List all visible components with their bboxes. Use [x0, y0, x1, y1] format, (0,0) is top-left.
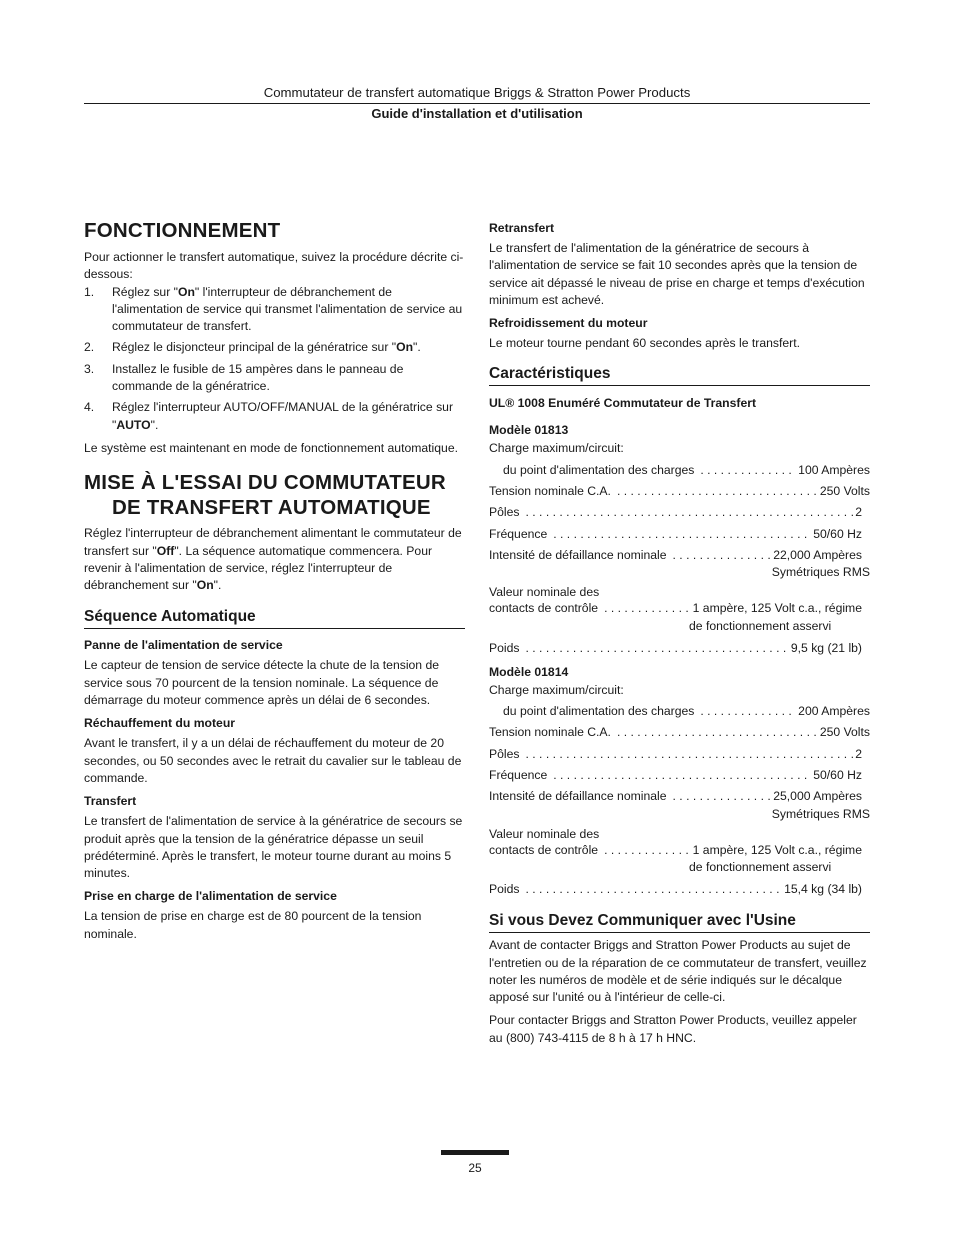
spec-label: du point d'alimentation des charges — [503, 704, 695, 719]
essai-text-middle: ". La séquence automatique commencera. Pour revenir à l'alimentation de service, réglez l'interrupteur de débranchement sur " — [84, 543, 433, 593]
step-item — [84, 284, 465, 336]
step-text-after: ". — [413, 340, 421, 355]
sequence-item-text: Le transfert de l'alimentation de service à la génératrice de secours se produit après que la tension de la génératrice dépasse un seuil prédéterminé. Après le transfert, le moteur tourne durant au moins 5 minutes. — [84, 814, 463, 881]
leader-dots — [526, 881, 783, 898]
spec-row-frequence — [489, 526, 870, 543]
spec-continuation: de fonctionnement asservi — [689, 618, 832, 633]
step-item — [84, 361, 465, 396]
sequence-item-title: Panne de l'alimentation de service — [84, 638, 283, 653]
step-number: 4. — [84, 400, 95, 415]
essai-text-after: ". — [213, 578, 222, 593]
spec-label: contacts de contrôle — [489, 601, 599, 616]
spec-label: Intensité de défaillance nominale — [489, 789, 667, 804]
valeur-label: Valeur nominale des — [489, 826, 600, 841]
step-number: 3. — [84, 361, 95, 376]
leader-dots — [526, 746, 854, 763]
spec-row-intensite — [489, 547, 870, 564]
spec-value: 2 — [855, 505, 862, 520]
step-text-bold: AUTO — [116, 417, 151, 432]
fonctionnement-intro: Pour actionner le transfert automatique, suivez la procédure décrite ci-dessous: — [84, 250, 464, 282]
ul-listing: UL® 1008 Enuméré Commutateur de Transfert — [489, 396, 757, 411]
spec-value: 200 Ampères — [798, 704, 870, 719]
sequence-item-text: Avant le transfert, il y a un délai de réchauffement du moteur de 20 secondes, ou 50 secondes avec le retrait du cavalier sur le tableau de commande. — [84, 736, 462, 785]
spec-label: Tension nominale C.A. — [489, 725, 611, 740]
spec-value: 9,5 kg (21 lb) — [790, 640, 862, 655]
spec-row-poids — [489, 881, 870, 898]
section-heading-fonctionnement: FONCTIONNEMENT — [84, 219, 281, 242]
spec-continuation: Symétriques RMS — [771, 565, 870, 580]
leader-dots — [553, 767, 811, 784]
charge-label: Charge maximum/circuit: — [489, 441, 624, 456]
essai-bold-on: On — [196, 578, 214, 593]
sequence-item-title: Prise en charge de l'alimentation de service — [84, 889, 337, 904]
spec-value: 50/60 Hz — [813, 768, 862, 783]
spec-value: 250 Volts — [819, 484, 870, 499]
model-name: Modèle 01814 — [489, 664, 569, 679]
leader-dots — [553, 526, 811, 543]
leader-dots — [617, 483, 818, 500]
spec-label: du point d'alimentation des charges — [503, 462, 695, 477]
leader-dots — [526, 640, 789, 657]
spec-value: 100 Ampères — [798, 462, 870, 477]
spec-value: 2 — [855, 746, 862, 761]
spec-row-poles — [489, 746, 870, 763]
footer-bar — [441, 1150, 509, 1155]
leader-dots — [526, 504, 854, 521]
subsection-heading-contact: Si vous Devez Communiquer avec l'Usine — [489, 911, 870, 933]
sequence-item-title: Réchauffement du moteur — [84, 716, 236, 731]
leader-dots — [673, 547, 772, 564]
page-header — [84, 84, 870, 122]
spec-label: Tension nominale C.A. — [489, 484, 611, 499]
essai-paragraph — [84, 525, 465, 594]
spec-value: 25,000 Ampères — [773, 789, 862, 804]
leader-dots — [700, 462, 796, 479]
spec-label: Poids — [489, 640, 520, 655]
spec-row-valeur — [489, 842, 870, 859]
spec-value: 250 Volts — [819, 725, 870, 740]
step-item — [84, 399, 465, 434]
essai-text-before: Réglez l'interrupteur de débranchement alimentant le commutateur de transfert sur " — [84, 526, 462, 558]
header-title: Commutateur de transfert automatique Briggs & Stratton Power Products — [263, 85, 691, 100]
subsection-heading-sequence: Séquence Automatique — [84, 607, 465, 629]
refroidissement-title: Refroidissement du moteur — [489, 316, 648, 331]
valeur-label: Valeur nominale des — [489, 585, 600, 600]
step-number: 2. — [84, 340, 95, 355]
spec-value: 1 ampère, 125 Volt c.a., régime — [692, 601, 862, 616]
spec-label: Pôles — [489, 505, 520, 520]
leader-dots — [617, 724, 818, 741]
spec-row-poids — [489, 640, 870, 657]
subsection-heading-caracteristiques: Caractéristiques — [489, 364, 870, 386]
page-footer — [441, 1150, 509, 1175]
fonctionnement-steps — [84, 284, 465, 434]
step-text-before: Réglez le disjoncteur principal de la génératrice sur " — [112, 340, 397, 355]
spec-row-charge — [489, 462, 870, 479]
contact-paragraph-2: Pour contacter Briggs and Stratton Power Products, veuillez appeler au (800) 743-4115 de 8 h à 17 h HNC. — [489, 1013, 857, 1045]
refroidissement-text: Le moteur tourne pendant 60 secondes après le transfert. — [489, 336, 800, 351]
spec-value: 22,000 Ampères — [773, 547, 862, 562]
spec-label: Fréquence — [489, 768, 548, 783]
spec-row-intensite — [489, 788, 870, 805]
step-item — [84, 339, 465, 356]
sequence-item-text: Le capteur de tension de service détecte la chute de la tension de service sous 70 pourcent de la tension nominale. La séquence de démarrage du moteur commence après un délai de 6 secondes. — [84, 658, 440, 708]
spec-value: 15,4 kg (34 lb) — [784, 881, 862, 896]
leader-dots — [604, 600, 691, 617]
spec-label: Pôles — [489, 746, 520, 761]
leader-dots — [604, 842, 691, 859]
spec-block-model-01814 — [489, 664, 870, 898]
spec-row-frequence — [489, 767, 870, 784]
model-name: Modèle 01813 — [489, 423, 569, 438]
sequence-item-text: La tension de prise en charge est de 80 pourcent de la tension nominale. — [84, 909, 422, 941]
sequence-item-title: Transfert — [84, 794, 137, 809]
essai-bold-off: Off — [156, 543, 175, 558]
leader-dots — [700, 703, 796, 720]
leader-dots — [673, 788, 772, 805]
left-column — [84, 218, 465, 943]
header-rule — [84, 103, 870, 104]
spec-label: contacts de contrôle — [489, 842, 599, 857]
step-text-before: Réglez l'interrupteur AUTO/OFF/MANUAL de la génératrice sur " — [112, 400, 453, 432]
contact-paragraph-1: Avant de contacter Briggs and Stratton Power Products au sujet de l'entretien ou de la réparation de ce commutateur de transfert, veuillez noter les numéros de modèle et de série indiqués sur le décalque apposé sur l'unité ou à l'intérieur de celle-ci. — [489, 938, 867, 1005]
spec-block-model-01813 — [489, 422, 870, 656]
retransfert-text: Le transfert de l'alimentation de la génératrice de secours à l'alimentation de service se fait 10 secondes après que la tension de service ait dépassé le niveau de prise en charge et temps d'exécution minimum est achevé. — [489, 241, 865, 307]
fonctionnement-conclusion: Le système est maintenant en mode de fonctionnement automatique. — [84, 440, 458, 455]
spec-row-tension — [489, 483, 870, 500]
spec-row-tension — [489, 724, 870, 741]
spec-row-charge — [489, 703, 870, 720]
retransfert-title: Retransfert — [489, 221, 555, 235]
step-number: 1. — [84, 284, 95, 299]
charge-label: Charge maximum/circuit: — [489, 682, 624, 697]
spec-continuation: de fonctionnement asservi — [689, 859, 832, 874]
spec-continuation: Symétriques RMS — [771, 806, 870, 821]
step-text-after: " l'interrupteur de débranchement de l'alimentation de service qui transmet l'alimentation de service au commutateur de transfert. — [112, 284, 463, 334]
step-text-bold: On — [396, 340, 414, 355]
header-subtitle: Guide d'installation et d'utilisation — [371, 106, 583, 121]
spec-value: 1 ampère, 125 Volt c.a., régime — [692, 842, 862, 857]
right-column — [489, 220, 870, 1047]
spec-label: Poids — [489, 881, 520, 896]
spec-label: Fréquence — [489, 526, 548, 541]
step-text-bold: On — [177, 284, 195, 299]
step-text: Installez le fusible de 15 ampères dans le panneau de commande de la génératrice. — [112, 361, 404, 394]
spec-row-poles — [489, 504, 870, 521]
spec-value: 50/60 Hz — [813, 526, 862, 541]
page-number: 25 — [468, 1161, 482, 1175]
section-heading-essai: MISE À L'ESSAI DU COMMUTATEUR DE TRANSFERT AUTOMATIQUE — [84, 471, 446, 520]
spec-row-valeur — [489, 600, 870, 617]
step-text-before: Réglez sur " — [112, 284, 178, 299]
spec-label: Intensité de défaillance nominale — [489, 547, 667, 562]
step-text-after: ". — [150, 417, 159, 432]
